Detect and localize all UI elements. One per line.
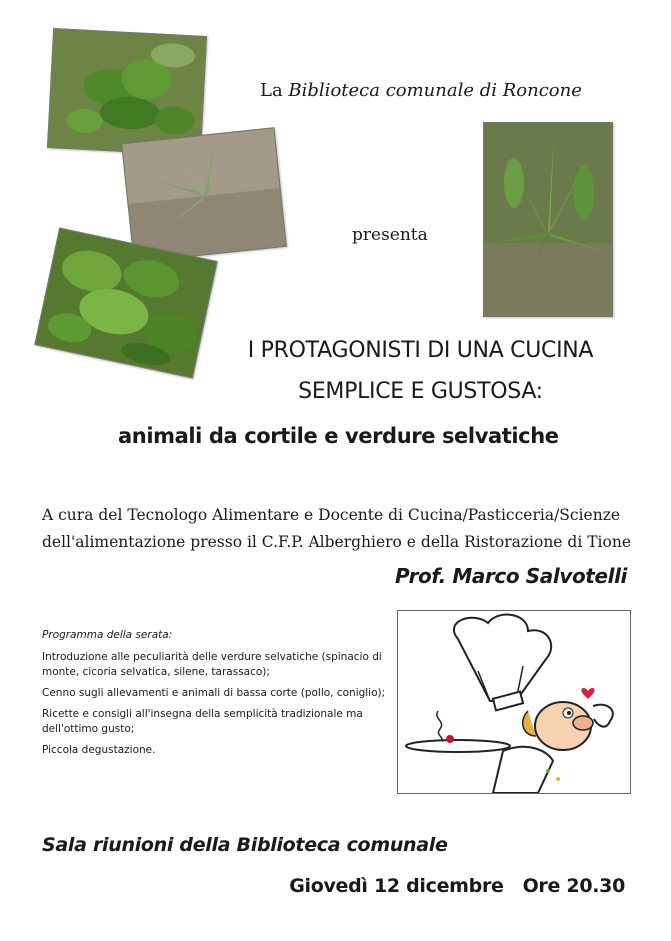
intro-line (260, 80, 582, 101)
program-item: Cenno sugli allevamenti e animali di bassa corte (pollo, coniglio); (42, 687, 386, 699)
program-item: Piccola degustazione. (42, 744, 156, 756)
program-item: Introduzione alle peculiarità delle verdure selvatiche (spinacio di monte, cicoria selvatica, silene, tarassaco); (42, 651, 382, 678)
date-time (289, 875, 625, 897)
plant-photo-2 (121, 127, 287, 262)
curator-line-2: dell'alimentazione presso il C.F.P. Alberghiero e della Ristorazione di Tione (42, 533, 631, 551)
intro-prefix: La (260, 80, 283, 101)
venue: Sala riunioni della Biblioteca comunale (42, 834, 448, 856)
program-heading: Programma della serata: (42, 629, 173, 641)
event-time: Ore 20.30 (522, 875, 625, 897)
program-list (42, 628, 392, 764)
library-name: Biblioteca comunale di Roncone (288, 80, 582, 101)
title-line-2: SEMPLICE E GUSTOSA: (298, 379, 543, 404)
event-date: Giovedì 12 dicembre (289, 875, 504, 897)
subtitle: animali da cortile e verdure selvatiche (118, 424, 559, 448)
curator-line-1: A cura del Tecnologo Alimentare e Docente di Cucina/Pasticceria/Scienze (42, 506, 621, 524)
speaker-name: Prof. Marco Salvotelli (394, 564, 627, 588)
plant-photo-4 (483, 122, 613, 317)
program-item: Ricette e consigli all'insegna della semplicità tradizionale ma dell'ottimo gusto; (42, 708, 363, 735)
title-line-1: I PROTAGONISTI DI UNA CUCINA (247, 338, 594, 363)
chef-illustration (397, 610, 631, 794)
presenta-text: presenta (352, 225, 428, 245)
